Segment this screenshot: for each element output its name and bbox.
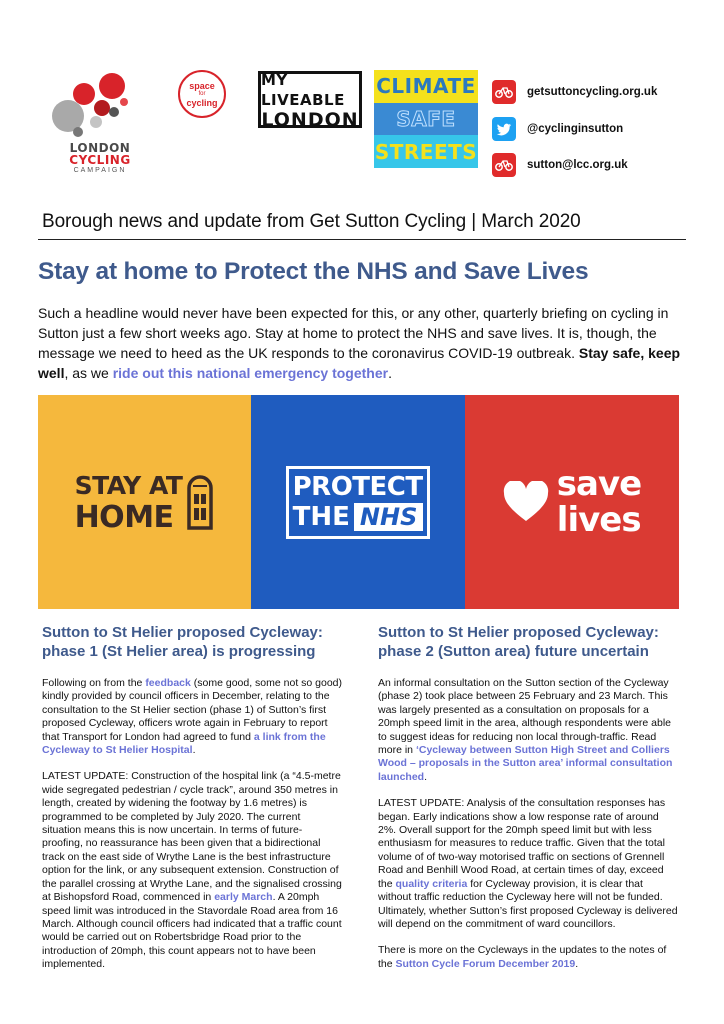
right-column-heading: Sutton to St Helier proposed Cycleway: phase 2 (Sutton area) future uncertain [378, 624, 659, 660]
twitter-icon [492, 117, 516, 141]
lcc-line2: CYCLING [69, 153, 131, 167]
space-line2: for [198, 90, 206, 97]
stay-at-home-panel [38, 395, 251, 609]
logo-circle [73, 83, 95, 105]
text-span: . [192, 744, 196, 757]
mll-line2: LONDON [261, 108, 359, 131]
divider [38, 239, 686, 240]
save-lives-panel [465, 395, 679, 609]
covid-banner [38, 395, 679, 609]
lives-text: lives [556, 500, 641, 540]
contact-website[interactable] [492, 80, 657, 104]
lcc-line1: LONDON [69, 141, 131, 155]
text-span: Following on from the [42, 677, 146, 689]
text-span: LATEST UPDATE: Construction of the hospital link (a “4.5-metre wide segregated pedestrian / cycle track”, around 350 metres in length, created by widening the footway by 1.6 metres) is programmed to be completed by July 2020. The current situation means this is now uncertain. In terms of future-proofing, no reassurance has been given that a bidirectional track on the east side of Wrythe Lane is the best infrastructure option for the link, or any subsequent extension. Construction of the parallel crossing at Wrythe Lane, and the signalised crossing at Bishopsford Road, commenced in [42, 770, 342, 904]
contact-email[interactable] [492, 153, 628, 177]
intro-mid: , as we [64, 365, 113, 381]
logo-circle [99, 73, 125, 99]
left-column [42, 623, 342, 985]
text-span: . A 20mph speed limit was introduced in the Stavordale Road area from 16 March. Although council officers had indicated that a traffic count would be carried out on Robertsbridge Road prior to the introduction of 20mph, this count appears not to have been implemented. [42, 891, 342, 971]
left-column-heading: Sutton to St Helier proposed Cycleway: phase 1 (St Helier area) is progressing [42, 624, 323, 660]
left-paragraph-2 [42, 770, 342, 971]
logo-circle [94, 100, 110, 116]
climate-line1: CLIMATE [374, 70, 478, 103]
right-paragraph-1 [378, 677, 678, 784]
door-icon [186, 474, 214, 530]
home-text: HOME [74, 499, 174, 535]
contact-twitter-text[interactable]: @cyclinginsutton [527, 123, 624, 135]
logo-circle [120, 98, 128, 106]
text-span: There is more on the Cycleways in the updates to the notes of the [378, 944, 667, 970]
page-headline: Stay at home to Protect the NHS and Save Lives [38, 258, 589, 285]
climate-safe-streets-logo [374, 70, 478, 168]
intro-text: Such a headline would never have been expected for this, or any other, quarterly briefing on cycling in Sutton just a few short weeks ago. Stay at home to protect the NHS and save lives. It is, though, the message we need to heed as the UK responds to the coronavirus COVID-19 outbreak. [38, 305, 669, 361]
text-span: LATEST UPDATE: Analysis of the consultation responses has began. Early indications show a low response rate of around 2%. Overall support for the 20mph speed limit but with less enthusiasm for measures to reduce traffic. Given that the total volume of of two-way motorised traffic on sections of Grennell Road and Benhill Wood Road, at certain times of day, exceed the [378, 797, 666, 890]
intro-bold: Stay safe, keep well [38, 345, 681, 381]
hospital-link[interactable]: a link from the Cycleway to St Helier Hospital [42, 730, 326, 757]
the-text: THE [292, 501, 350, 532]
lcc-line3: CAMPAIGN [73, 167, 127, 174]
nhs-logo-text: NHS [354, 503, 423, 531]
protect-the-nhs-panel [251, 395, 465, 609]
logo-circle [90, 116, 102, 128]
right-paragraph-3 [378, 944, 678, 971]
contact-twitter[interactable] [492, 117, 623, 141]
text-span: (some good, some not so good) kindly provided by council officers in December, relating to the consultation to the St Helier section (phase 1) of Sutton’s first proposed Cycleway, officers wrote again in February to report that Transport for London had agreed to fund [42, 677, 343, 743]
mll-line1: MY LIVEABLE [261, 70, 345, 109]
my-liveable-london-logo [258, 70, 362, 131]
bike-icon [492, 153, 516, 177]
newsletter-subtitle: Borough news and update from Get Sutton Cycling | March 2020 [42, 211, 581, 232]
early-march-link[interactable]: early March [214, 891, 273, 904]
heart-icon [503, 481, 549, 523]
text-span: for Cycleway provision, it is clear that without traffic reduction the Cycleway here will not be funded. Ultimately, whether Sutton’s first proposed Cycleway is delivered will depend on the commitment of ward councillors. [378, 877, 678, 930]
intro-paragraph [38, 303, 698, 383]
right-paragraph-2 [378, 797, 678, 931]
space-line1: space [189, 80, 215, 91]
protect-text: PROTECT [292, 471, 423, 502]
feedback-link[interactable]: feedback [145, 677, 191, 689]
left-paragraph-1 [42, 677, 342, 757]
text-span: . [575, 957, 579, 970]
climate-line3: STREETS [374, 135, 478, 168]
bike-icon [492, 80, 516, 104]
space-for-cycling-logo [178, 70, 226, 118]
text-span: An informal consultation on the Sutton section of the Cycleway (phase 2) took place between 25 February and 23 March. This was largely presented as a consultation on proposals for a 20mph speed limit in the area, although respondents were able to suggest ideas for reducing non local through-traffic. Read more in [378, 677, 672, 757]
cycle-forum-link[interactable]: Sutton Cycle Forum December 2019 [395, 957, 576, 970]
quality-criteria-link[interactable]: quality criteria [395, 877, 468, 890]
logo-circle [73, 127, 83, 137]
stay-at-text: STAY AT [74, 470, 183, 500]
right-column [378, 623, 678, 984]
text-span: . [424, 770, 428, 783]
logo-circle [109, 107, 119, 117]
climate-line2: SAFE [374, 103, 478, 136]
save-text: save [556, 464, 642, 504]
space-line3: cycling [186, 97, 218, 108]
intro-end: . [388, 365, 392, 381]
consultation-link[interactable]: ‘Cycleway between Sutton High Street and Colliers Wood – proposals in the Sutton area’ informal consultation launched [378, 744, 673, 783]
intro-link[interactable]: ride out this national emergency together [112, 365, 389, 381]
contact-email-text[interactable]: sutton@lcc.org.uk [527, 159, 628, 171]
lcc-logo-text [50, 142, 150, 175]
contact-website-text[interactable]: getsuttoncycling.org.uk [527, 86, 658, 98]
